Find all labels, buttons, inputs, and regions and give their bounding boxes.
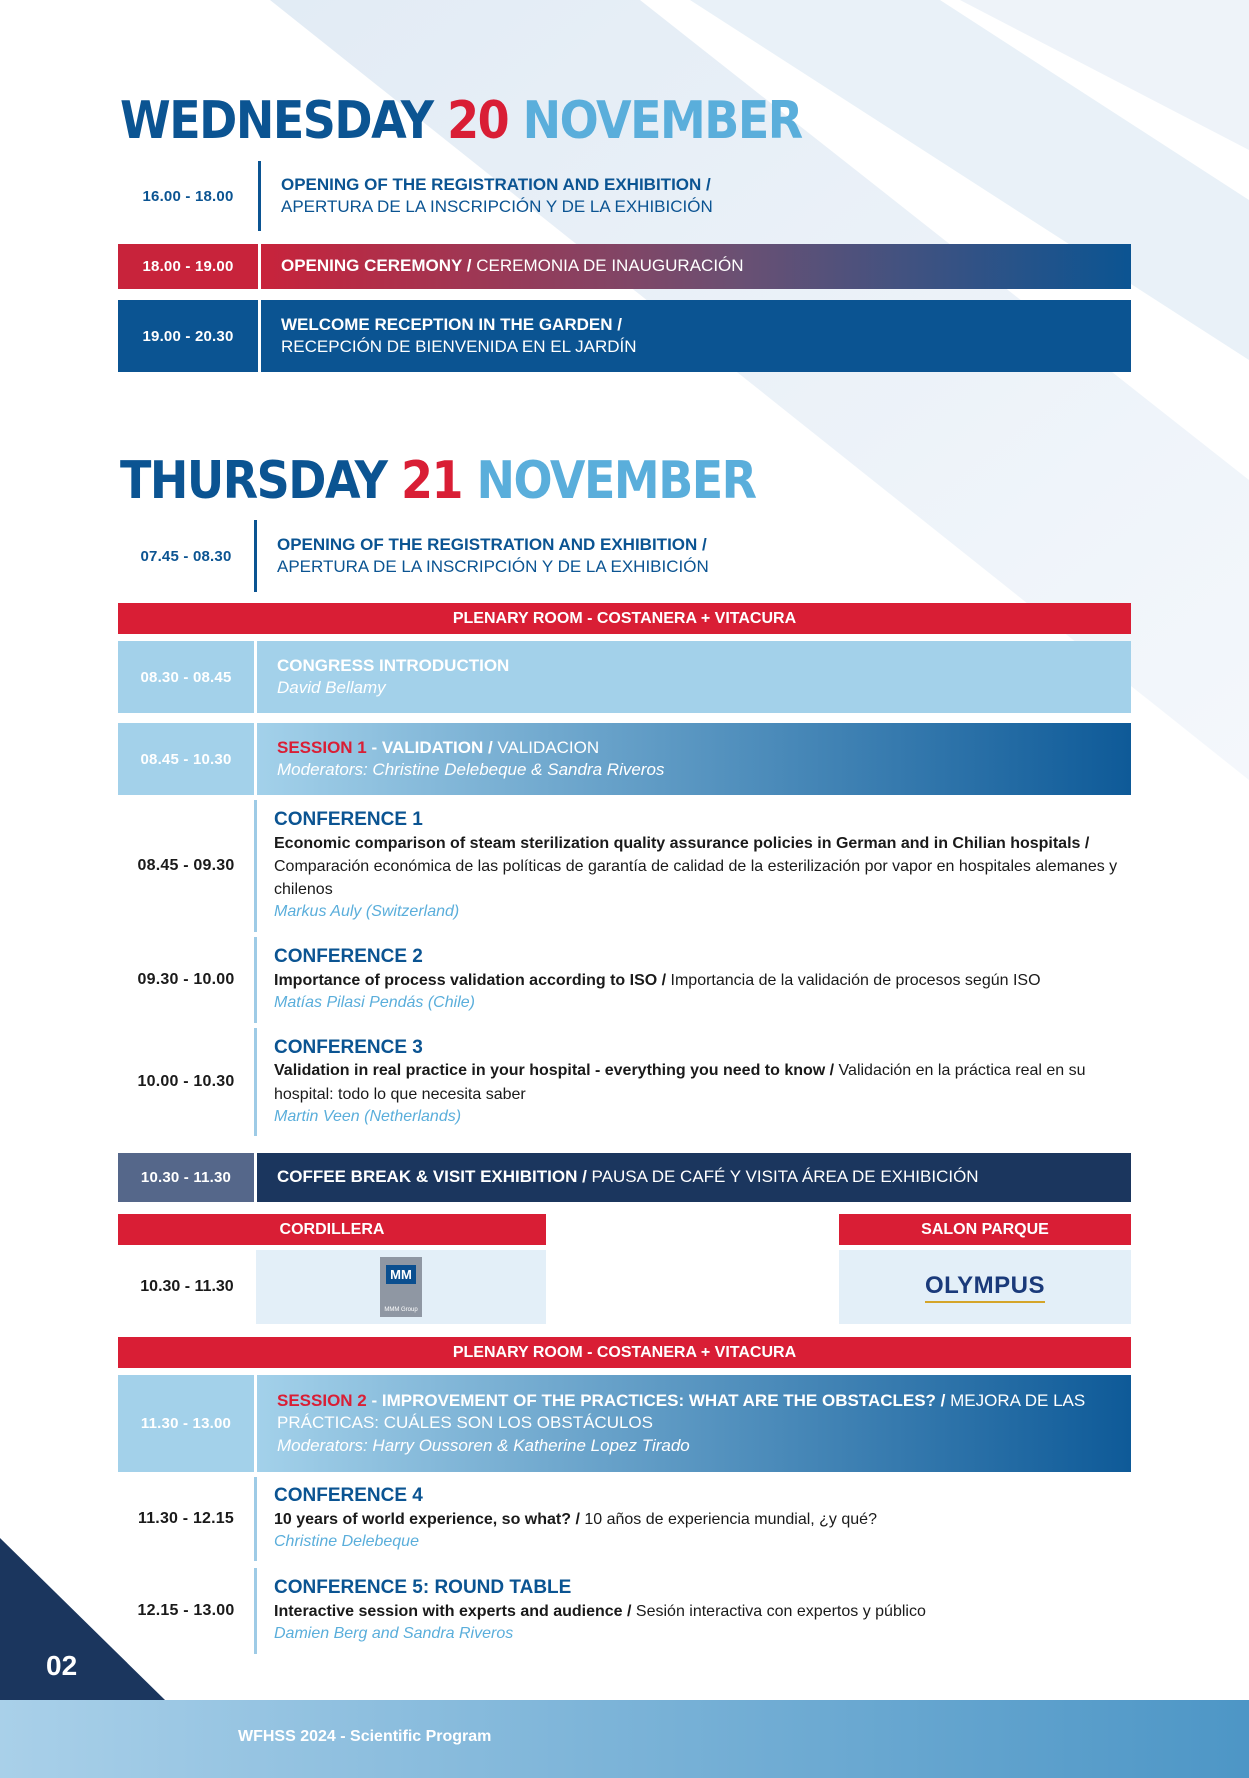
time-label: 12.15 - 13.00: [137, 1602, 235, 1619]
schedule-row-registration-wed: [118, 161, 1131, 231]
conference-row: [118, 800, 1131, 932]
row-title: CONGRESS INTRODUCTION: [277, 655, 510, 675]
row-subtitle: APERTURA DE LA INSCRIPCIÓN Y DE LA EXHIBICIÓN: [281, 197, 713, 216]
speaker-name: Christine Delebeque: [274, 1533, 419, 1551]
schedule-row-registration-thu: [118, 520, 1131, 592]
schedule-row-reception: [118, 300, 1131, 372]
session-subtitle: VALIDACION: [497, 737, 600, 757]
footer-text: WFHSS 2024 - Scientific Program: [238, 1728, 492, 1745]
time-label: 07.45 - 08.30: [140, 547, 232, 565]
row-description: [254, 1153, 1131, 1202]
time-label: 16.00 - 18.00: [142, 187, 234, 205]
conference-topic: Interactive session with experts and audience /: [274, 1603, 632, 1621]
schedule-row-session2: [118, 1375, 1131, 1472]
conference-description: [254, 800, 1131, 932]
row-description: [254, 641, 1131, 713]
day-month: NOVEMBER: [522, 90, 802, 151]
logo-text: MM: [386, 1265, 416, 1284]
row-subtitle: PAUSA DE CAFÉ Y VISITA ÁREA DE EXHIBICIÓN: [591, 1167, 979, 1187]
session-title: VALIDATION /: [381, 737, 493, 757]
conference-title: CONFERENCE 5: ROUND TABLE: [274, 1577, 572, 1599]
schedule-row-session1: [118, 723, 1131, 795]
conference-topic: Economic comparison of steam sterilization quality assurance policies in German and in Chilian hospitals /: [274, 834, 1090, 852]
session-subtitle: MEJORA DE LAS PRÁCTICAS: CUÁLES SON LOS OBSTÁCULOS: [277, 1391, 1086, 1433]
conference-title: CONFERENCE 2: [274, 946, 423, 968]
row-description: [258, 161, 1131, 231]
day-title-wednesday: [120, 90, 802, 150]
session-label: SESSION 1: [277, 737, 367, 757]
conference-topic: 10 years of world experience, so what? /: [274, 1511, 580, 1529]
conference-topic-translation: Validación en la práctica real en su hospital: todo lo que necesita saber: [274, 1062, 1086, 1103]
time-label: 18.00 - 19.00: [118, 244, 258, 289]
conference-topic-translation: Sesión interactiva con expertos y público: [631, 1603, 926, 1621]
speaker-name: Martin Veen (Netherlands): [274, 1107, 462, 1125]
page-number: 02: [46, 1650, 78, 1681]
time-label: 11.30 - 13.00: [118, 1375, 254, 1472]
sponsor-box-cordillera: [256, 1250, 546, 1324]
time-label: 09.30 - 10.00: [137, 971, 235, 988]
olympus-logo: OLYMPUS: [925, 1272, 1045, 1303]
time-label: 19.00 - 20.30: [118, 300, 258, 372]
row-subtitle: APERTURA DE LA INSCRIPCIÓN Y DE LA EXHIBICIÓN: [277, 557, 709, 576]
row-description: [254, 723, 1131, 795]
conference-topic: Validation in real practice in your hospital - everything you need to know /: [274, 1062, 835, 1080]
plenary-room-bar: PLENARY ROOM - COSTANERA + VITACURA: [118, 603, 1131, 634]
speaker-name: David Bellamy: [277, 678, 386, 697]
room-label-cordillera: CORDILLERA: [118, 1214, 546, 1245]
speaker-name: Damien Berg and Sandra Riveros: [274, 1625, 514, 1643]
conference-description: [254, 937, 1131, 1023]
time-label: 11.30 - 12.15: [137, 1510, 234, 1527]
time-label: 08.45 - 09.30: [137, 857, 235, 874]
speaker-name: Markus Auly (Switzerland): [274, 903, 460, 921]
conference-topic-translation: Comparación económica de las políticas de garantía de calidad de la esterilización por vapor en hospitales alemanes y chilenos: [274, 858, 1118, 899]
row-subtitle: RECEPCIÓN DE BIENVENIDA EN EL JARDÍN: [281, 337, 637, 356]
row-title: WELCOME RECEPTION IN THE GARDEN /: [281, 314, 622, 334]
time-label: 10.30 - 11.30: [140, 1278, 234, 1295]
conference-title: CONFERENCE 1: [274, 809, 423, 831]
row-description: [254, 520, 1131, 592]
time-label: 10.30 - 11.30: [118, 1153, 254, 1202]
conference-topic: Importance of process validation according to ISO /: [274, 972, 667, 990]
room-label-salon-parque: SALON PARQUE: [839, 1214, 1131, 1245]
time-label: 08.45 - 10.30: [118, 723, 254, 795]
conference-title: CONFERENCE 3: [274, 1036, 423, 1058]
speaker-name: Matías Pilasi Pendás (Chile): [274, 994, 475, 1012]
conference-title: CONFERENCE 4: [274, 1485, 423, 1507]
conference-topic-translation: Importancia de la validación de procesos según ISO: [666, 972, 1041, 990]
moderators: Moderators: Christine Delebeque & Sandra Riveros: [277, 760, 665, 779]
conference-topic-translation: 10 años de experiencia mundial, ¿y qué?: [579, 1511, 877, 1529]
row-description: [258, 244, 1131, 289]
time-label: 10.00 - 10.30: [137, 1073, 235, 1090]
schedule-row-intro: [118, 641, 1131, 713]
session-dash: -: [366, 737, 382, 757]
day-month: NOVEMBER: [476, 450, 756, 511]
row-subtitle: CEREMONIA DE INAUGURACIÓN: [476, 256, 744, 276]
row-title: COFFEE BREAK & VISIT EXHIBITION /: [277, 1167, 587, 1187]
row-title: OPENING OF THE REGISTRATION AND EXHIBITION /: [277, 534, 707, 554]
session-dash: -: [366, 1391, 382, 1411]
day-number: 20: [447, 90, 509, 151]
row-title: OPENING CEREMONY /: [281, 256, 472, 276]
schedule-row-ceremony: [118, 244, 1131, 289]
day-number: 21: [401, 450, 463, 511]
conference-description: [254, 1028, 1131, 1136]
row-description: [254, 1375, 1131, 1472]
day-name: THURSDAY: [120, 450, 387, 511]
day-name: WEDNESDAY: [120, 90, 433, 151]
row-description: [258, 300, 1131, 372]
day-title-thursday: [120, 450, 756, 510]
sponsor-box-salon-parque: [839, 1250, 1131, 1324]
conference-row: [118, 1568, 1131, 1654]
logo-subtext: MMM Group: [384, 1307, 418, 1313]
session-label: SESSION 2: [277, 1391, 367, 1411]
schedule-row-coffee-break: [118, 1153, 1131, 1202]
conference-row: [118, 1477, 1131, 1561]
time-label: 08.30 - 08.45: [118, 641, 254, 713]
conference-row: [118, 937, 1131, 1023]
conference-description: [254, 1568, 1131, 1654]
conference-row: [118, 1028, 1131, 1136]
moderators: Moderators: Harry Oussoren & Katherine Lopez Tirado: [277, 1435, 690, 1455]
row-title: OPENING OF THE REGISTRATION AND EXHIBITION /: [281, 174, 711, 194]
plenary-room-bar: PLENARY ROOM - COSTANERA + VITACURA: [118, 1337, 1131, 1368]
session-title: IMPROVEMENT OF THE PRACTICES: WHAT ARE THE OBSTACLES? /: [381, 1391, 946, 1411]
mmm-logo-icon: [380, 1257, 422, 1317]
conference-description: [254, 1477, 1131, 1561]
